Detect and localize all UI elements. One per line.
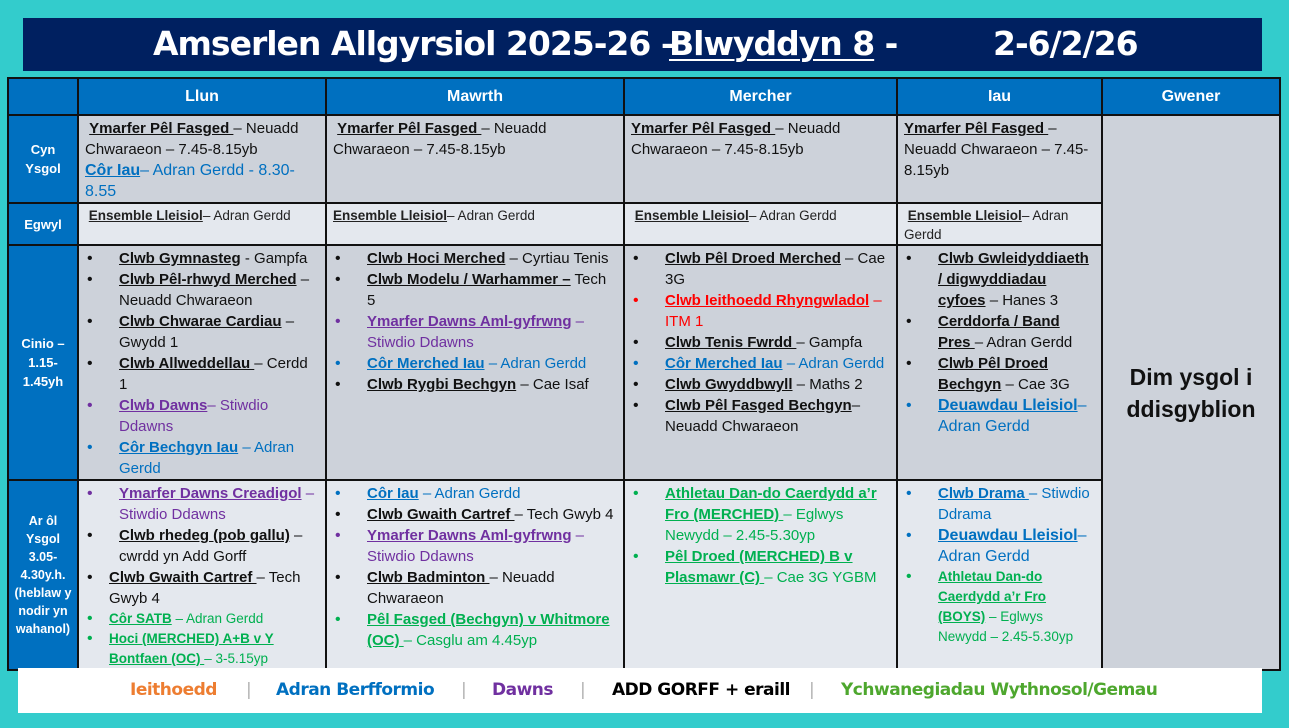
list-item bbox=[631, 290, 890, 332]
list-item bbox=[333, 248, 617, 269]
activity-detail: – Adran Gerdd bbox=[418, 485, 521, 502]
list-item bbox=[85, 248, 319, 269]
row-label-line: nodir yn bbox=[18, 604, 68, 618]
activity-detail: – Adran Gerdd bbox=[938, 527, 1087, 565]
activity-detail: – Adran Gerdd bbox=[782, 355, 885, 372]
activity-detail: – Tech Gwyb 4 bbox=[514, 506, 614, 523]
row-label-ar-ol-ysgol bbox=[8, 480, 78, 670]
list-item bbox=[631, 332, 890, 353]
activity-detail: – Eglwys Newydd – 2.45-5.30yp bbox=[665, 506, 844, 544]
row-label-line: Cinio – bbox=[21, 336, 65, 351]
activity-title[interactable]: Clwb Chwarae Cardiau bbox=[119, 313, 282, 330]
cell-egwyl-iau bbox=[897, 203, 1102, 245]
activity-detail: – Maths 2 bbox=[792, 376, 863, 393]
list-item bbox=[333, 567, 617, 609]
activity-title[interactable]: Côr Merched Iau bbox=[665, 355, 783, 372]
list-item bbox=[631, 248, 890, 290]
activity-title[interactable]: Clwb Badminton bbox=[367, 569, 490, 586]
activity-detail: – Neuadd Chwaraeon bbox=[367, 569, 555, 607]
list-item bbox=[85, 629, 319, 669]
header-mercher: Mercher bbox=[624, 78, 897, 115]
list-item bbox=[85, 311, 319, 353]
activity bbox=[904, 118, 1095, 181]
row-label-line: Ysgol bbox=[25, 161, 61, 176]
row-cyn-ysgol bbox=[8, 115, 1280, 203]
activity bbox=[333, 118, 617, 160]
legend-separator: | bbox=[809, 680, 815, 700]
list-item bbox=[85, 269, 319, 311]
activity-title[interactable]: Athletau Dan-do Caerdydd a’r Fro (MERCHED) bbox=[665, 485, 877, 523]
activity-title[interactable]: Deuawdau Lleisiol bbox=[938, 397, 1078, 414]
activity-title[interactable]: Clwb Drama bbox=[938, 485, 1029, 502]
title-main: Amserlen Allgyrsiol 2025-26 – bbox=[153, 24, 677, 63]
list-item bbox=[904, 395, 1095, 437]
activity-list bbox=[85, 248, 319, 479]
header-row bbox=[8, 78, 1280, 115]
list-item bbox=[904, 483, 1095, 525]
cell-cyn-mawrth bbox=[326, 115, 624, 203]
activity-title[interactable]: Ymarfer Dawns Creadigol bbox=[119, 485, 302, 502]
activity-list bbox=[333, 248, 617, 395]
activity-title[interactable]: Ymarfer Pêl Fasged bbox=[337, 120, 482, 137]
activity-detail: – Cae 3G bbox=[1001, 376, 1070, 393]
cell-arol-mawrth bbox=[326, 480, 624, 670]
list-item bbox=[85, 567, 319, 609]
activity-detail: – Adran Gerdd bbox=[202, 208, 291, 223]
activity-detail: – Stiwdio Ddrama bbox=[938, 485, 1090, 523]
row-label-line: Cyn bbox=[30, 142, 56, 157]
activity-title[interactable]: Ymarfer Pêl Fasged bbox=[89, 120, 234, 137]
no-school-notice: Dim ysgol i ddisgyblion bbox=[1126, 363, 1256, 422]
list-item bbox=[333, 483, 617, 504]
activity-title[interactable]: Côr SATB bbox=[109, 611, 172, 626]
activity-title[interactable]: Clwb Pêl Fasged Bechgyn bbox=[665, 397, 852, 414]
cell-egwyl-mercher bbox=[624, 203, 897, 245]
activity-title[interactable]: Clwb Allweddellau bbox=[119, 355, 255, 372]
activity-title[interactable]: Clwb Tenis Fwrdd bbox=[665, 334, 797, 351]
activity-detail: – Neuadd Chwaraeon bbox=[119, 271, 310, 309]
title-year-label: Blwyddyn 8 bbox=[669, 24, 875, 63]
activity-detail: – Adran Gerdd bbox=[904, 208, 1069, 242]
cell-cyn-llun bbox=[78, 115, 326, 203]
row-egwyl bbox=[8, 203, 1280, 245]
activity-detail: – cwrdd yn Add Gorff bbox=[119, 527, 303, 565]
row-label-line: 1.15- bbox=[28, 355, 58, 370]
activity-title[interactable]: Ensemble Lleisiol bbox=[907, 208, 1022, 223]
cell-cyn-mercher bbox=[624, 115, 897, 203]
legend-bar bbox=[18, 668, 1262, 713]
row-cinio bbox=[8, 245, 1280, 480]
legend-separator: | bbox=[461, 680, 467, 700]
activity-title[interactable]: Clwb Gwyddbwyll bbox=[665, 376, 793, 393]
list-item bbox=[85, 525, 319, 567]
activity-detail: – Eglwys Newydd – 2.45-5.30yp bbox=[938, 609, 1074, 644]
activity-title[interactable]: Ymarfer Dawns Aml-gyfrwng bbox=[367, 313, 572, 330]
activity-detail: – Adran Gerdd - 8.30-8.55 bbox=[85, 162, 295, 200]
list-item bbox=[333, 269, 617, 311]
activity-detail: – Stiwdio Ddawns bbox=[367, 313, 585, 351]
activity-title[interactable]: Cerddorfa / Band Pres bbox=[938, 313, 1060, 351]
activity-title[interactable]: Clwb Dawns bbox=[119, 397, 208, 414]
list-item bbox=[631, 353, 890, 374]
activity-detail: – Neuadd Chwaraeon – 7.45-8.15yb bbox=[904, 120, 1089, 179]
row-label-line: Ysgol bbox=[25, 532, 61, 546]
activity-title[interactable]: Clwb Modelu / Warhammer – bbox=[367, 271, 571, 288]
activity-detail: – Adran Gerdd bbox=[748, 208, 837, 223]
activity-detail: – Gwydd 1 bbox=[119, 313, 295, 351]
activity-title[interactable]: Pêl Droed (MERCHED) B v Plasmawr (C) bbox=[665, 548, 853, 586]
activity-list bbox=[333, 483, 617, 651]
list-item bbox=[904, 525, 1095, 567]
activity-detail: – Adran Gerdd bbox=[484, 355, 587, 372]
timetable bbox=[7, 77, 1281, 671]
list-item bbox=[904, 353, 1095, 395]
activity-list bbox=[631, 483, 890, 588]
list-item bbox=[85, 353, 319, 395]
row-label-cyn-ysgol bbox=[8, 115, 78, 203]
activity-detail: - Gampfa bbox=[240, 250, 308, 267]
header-corner bbox=[8, 78, 78, 115]
list-item bbox=[904, 567, 1095, 647]
legend-adran-berfformio: Adran Berfformio bbox=[276, 680, 435, 700]
list-item bbox=[85, 609, 319, 629]
row-ar-ol-ysgol bbox=[8, 480, 1280, 670]
activity-detail: – Stiwdio Ddawns bbox=[119, 397, 269, 435]
cell-cyn-iau bbox=[897, 115, 1102, 203]
legend-separator: | bbox=[246, 680, 252, 700]
list-item bbox=[333, 525, 617, 567]
activity-detail: – Neuadd Chwaraeon – 7.45-8.15yb bbox=[631, 120, 841, 158]
activity-title[interactable]: Pêl Fasged (Bechgyn) v Whitmore (OC) bbox=[367, 611, 610, 649]
cell-arol-mercher bbox=[624, 480, 897, 670]
cell-egwyl-llun bbox=[78, 203, 326, 245]
title-dates: 2-6/2/26 bbox=[993, 24, 1138, 63]
activity-list bbox=[85, 483, 319, 669]
activity-detail: – ITM 1 bbox=[665, 292, 882, 330]
activity-title[interactable]: Côr Iau bbox=[367, 485, 419, 502]
activity bbox=[85, 118, 319, 160]
activity-detail: – Adran Gerdd bbox=[938, 397, 1087, 435]
row-label-line: 4.30y.h. bbox=[20, 568, 66, 582]
cell-egwyl-mawrth bbox=[326, 203, 624, 245]
activity-title[interactable]: Clwb Gwaith Cartref bbox=[367, 506, 515, 523]
list-item bbox=[904, 248, 1095, 311]
list-item bbox=[631, 395, 890, 437]
cell-cinio-llun bbox=[78, 245, 326, 480]
cell-cinio-iau bbox=[897, 245, 1102, 480]
row-label-egwyl: Egwyl bbox=[8, 203, 78, 245]
header-mawrth: Mawrth bbox=[326, 78, 624, 115]
row-label-line: wahanol) bbox=[15, 622, 71, 636]
activity-detail: – Cyrtiau Tenis bbox=[505, 250, 609, 267]
activity-detail: – Adran Gerdd bbox=[171, 611, 264, 626]
header-iau: Iau bbox=[897, 78, 1102, 115]
activity-title[interactable]: Clwb Ieithoedd Rhyngwladol bbox=[665, 292, 870, 309]
list-item bbox=[85, 483, 319, 525]
activity-title[interactable]: Clwb Gwaith Cartref bbox=[109, 569, 257, 586]
activity-title[interactable]: Côr Bechgyn Iau bbox=[119, 439, 239, 456]
list-item bbox=[333, 353, 617, 374]
list-item bbox=[333, 504, 617, 525]
activity-detail: – Neuadd Chwaraeon – 7.45-8.15yb bbox=[333, 120, 547, 158]
list-item bbox=[631, 546, 890, 588]
legend-separator: | bbox=[580, 680, 586, 700]
activity-title[interactable]: Ymarfer Pêl Fasged bbox=[904, 120, 1049, 137]
activity-title[interactable]: Clwb Pêl Droed Bechgyn bbox=[938, 355, 1049, 393]
row-label-line: Ar ôl bbox=[28, 514, 58, 528]
activity-title[interactable]: Ensemble Lleisiol bbox=[634, 208, 749, 223]
activity-title[interactable]: Côr Merched Iau bbox=[367, 355, 485, 372]
header-gwener: Gwener bbox=[1102, 78, 1280, 115]
list-item bbox=[85, 437, 319, 479]
legend-add-gorff: ADD GORFF + eraill bbox=[612, 680, 790, 700]
cell-gwener bbox=[1102, 115, 1280, 670]
activity-detail: Tech 5 bbox=[367, 271, 607, 309]
cell-cinio-mawrth bbox=[326, 245, 624, 480]
activity-detail: – Tech Gwyb 4 bbox=[109, 569, 301, 607]
activity-detail: – Stiwdio Ddawns bbox=[119, 485, 315, 523]
activity-title[interactable]: Ymarfer Pêl Fasged bbox=[631, 120, 776, 137]
list-item bbox=[631, 374, 890, 395]
title-year-suffix: - bbox=[874, 24, 898, 63]
activity-detail: – Cae 3G bbox=[665, 250, 886, 288]
list-item bbox=[631, 483, 890, 546]
activity-detail: – 3-5.15yp bbox=[204, 651, 269, 666]
activity-title[interactable]: Clwb Rygbi Bechgyn bbox=[367, 376, 517, 393]
activity bbox=[631, 118, 890, 160]
activity-detail: – Cerdd 1 bbox=[119, 355, 308, 393]
activity-title[interactable]: Clwb Gwleidyddiaeth / digwyddiadau cyfoes bbox=[938, 250, 1089, 309]
activity-title[interactable]: Clwb rhedeg (pob gallu) bbox=[119, 527, 290, 544]
activity-list bbox=[904, 483, 1095, 647]
activity-title[interactable]: Ensemble Lleisiol bbox=[88, 208, 203, 223]
header-llun: Llun bbox=[78, 78, 326, 115]
list-item bbox=[904, 311, 1095, 353]
legend-dawns: Dawns bbox=[492, 680, 554, 700]
activity-list bbox=[631, 248, 890, 437]
list-item bbox=[333, 374, 617, 395]
list-item bbox=[333, 609, 617, 651]
activity-title[interactable]: Clwb Pêl-rhwyd Merched bbox=[119, 271, 297, 288]
list-item bbox=[333, 311, 617, 353]
legend-ieithoedd: Ieithoedd bbox=[130, 680, 217, 700]
title-year bbox=[669, 24, 897, 63]
activity-list bbox=[904, 248, 1095, 437]
activity-title[interactable]: Ensemble Lleisiol bbox=[333, 208, 448, 223]
row-label-line: 1.45yh bbox=[22, 374, 64, 389]
row-label-line: (heblaw y bbox=[14, 586, 72, 600]
activity-title[interactable]: Hoci (MERCHED) A+B v Y Bontfaen (OC) bbox=[109, 631, 274, 666]
activity-detail: – Gampfa bbox=[796, 334, 863, 351]
activity-detail: – Casglu am 4.45yp bbox=[403, 632, 538, 649]
row-label-line: 3.05- bbox=[28, 550, 58, 564]
legend-ychwanegiadau: Ychwanegiadau Wythnosol/Gemau bbox=[841, 680, 1158, 700]
title-bar bbox=[23, 18, 1262, 71]
list-item bbox=[85, 395, 319, 437]
activity-title[interactable]: Clwb Pêl Droed Merched bbox=[665, 250, 841, 267]
activity-title[interactable]: Athletau Dan-do Caerdydd a’r Fro (BOYS) bbox=[938, 569, 1047, 624]
activity-detail: – Hanes 3 bbox=[985, 292, 1059, 309]
activity-detail: – Adran Gerdd bbox=[974, 334, 1073, 351]
row-label-cinio bbox=[8, 245, 78, 480]
activity-detail: – Cae Isaf bbox=[516, 376, 589, 393]
cell-arol-llun bbox=[78, 480, 326, 670]
activity-detail: – Cae 3G YGBM bbox=[764, 569, 877, 586]
activity-title[interactable]: Deuawdau Lleisiol bbox=[938, 527, 1078, 544]
activity-detail: – Stiwdio Ddawns bbox=[367, 527, 585, 565]
cell-arol-iau bbox=[897, 480, 1102, 670]
activity-detail: – Neuadd Chwaraeon bbox=[665, 397, 861, 435]
activity-title[interactable]: Côr Iau bbox=[85, 162, 141, 179]
activity-title[interactable]: Clwb Gymnasteg bbox=[119, 250, 241, 267]
activity-detail: – Adran Gerdd bbox=[119, 439, 295, 477]
activity-title[interactable]: Ymarfer Dawns Aml-gyfrwng bbox=[367, 527, 572, 544]
activity-detail: – Adran Gerdd bbox=[447, 208, 535, 223]
activity-detail: – Neuadd Chwaraeon – 7.45-8.15yb bbox=[85, 120, 299, 158]
cell-cinio-mercher bbox=[624, 245, 897, 480]
activity-title[interactable]: Clwb Hoci Merched bbox=[367, 250, 506, 267]
activity bbox=[85, 160, 319, 202]
